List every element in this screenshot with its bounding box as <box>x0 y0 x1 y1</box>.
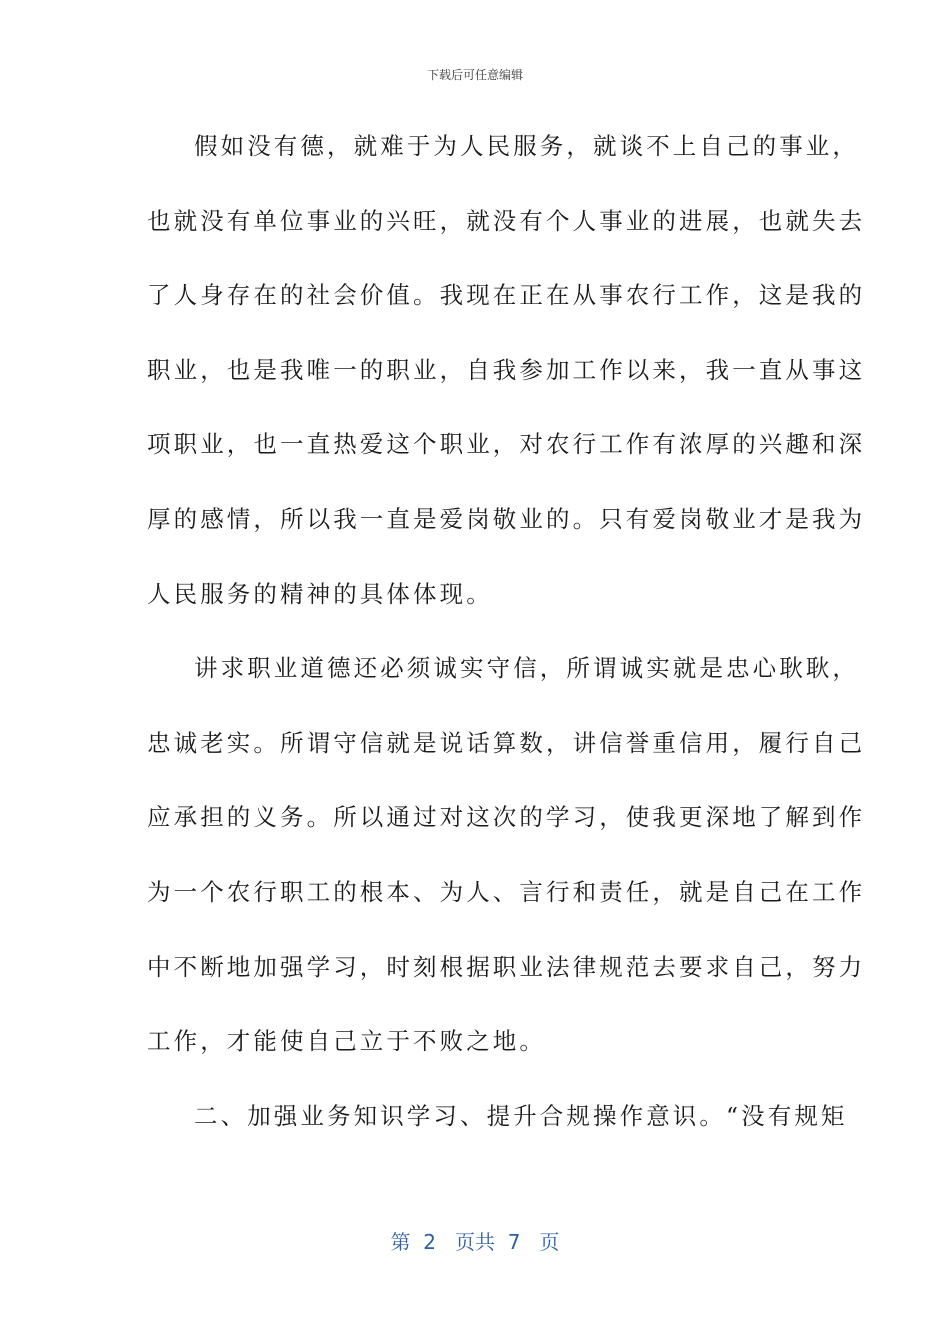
text-line: 工作，才能使自己立于不败之地。 <box>147 1027 546 1056</box>
page-number: 第 2 页共 7 页 <box>390 1230 560 1254</box>
text-line: 为一个农行职工的根本、为人、言行和责任，就是自己在工作 <box>147 877 866 906</box>
text-line: 忠诚老实。所谓守信就是说话算数，讲信誉重信用，履行自己 <box>147 728 866 757</box>
text-line: 人民服务的精神的具体体现。 <box>147 579 493 608</box>
text-line: 假如没有德，就难于为人民服务，就谈不上自己的事业， <box>194 132 859 160</box>
document-body <box>147 123 866 1167</box>
text-line: 也就没有单位事业的兴旺，就没有个人事业的进展，也就失去 <box>147 206 866 235</box>
text-line: 职业，也是我唯一的职业，自我参加工作以来，我一直从事这 <box>147 355 866 384</box>
text-line: 厚的感情，所以我一直是爱岗敬业的。只有爱岗敬业才是我为 <box>147 504 866 533</box>
text-line: 中不断地加强学习，时刻根据职业法律规范去要求自己，努力 <box>147 952 866 981</box>
text-line: 讲求职业道德还必须诚实守信，所谓诚实就是忠心耿耿， <box>194 654 859 683</box>
page-header: 下载后可任意编辑 <box>426 68 523 82</box>
text-line: 二、加强业务知识学习、提升合规操作意识。“没有规矩 <box>194 1101 848 1130</box>
text-line: 项职业，也一直热爱这个职业，对农行工作有浓厚的兴趣和深 <box>147 430 866 459</box>
text-line: 了人身存在的社会价值。我现在正在从事农行工作，这是我的 <box>147 281 866 310</box>
text-line: 应承担的义务。所以通过对这次的学习，使我更深地了解到作 <box>147 803 866 832</box>
